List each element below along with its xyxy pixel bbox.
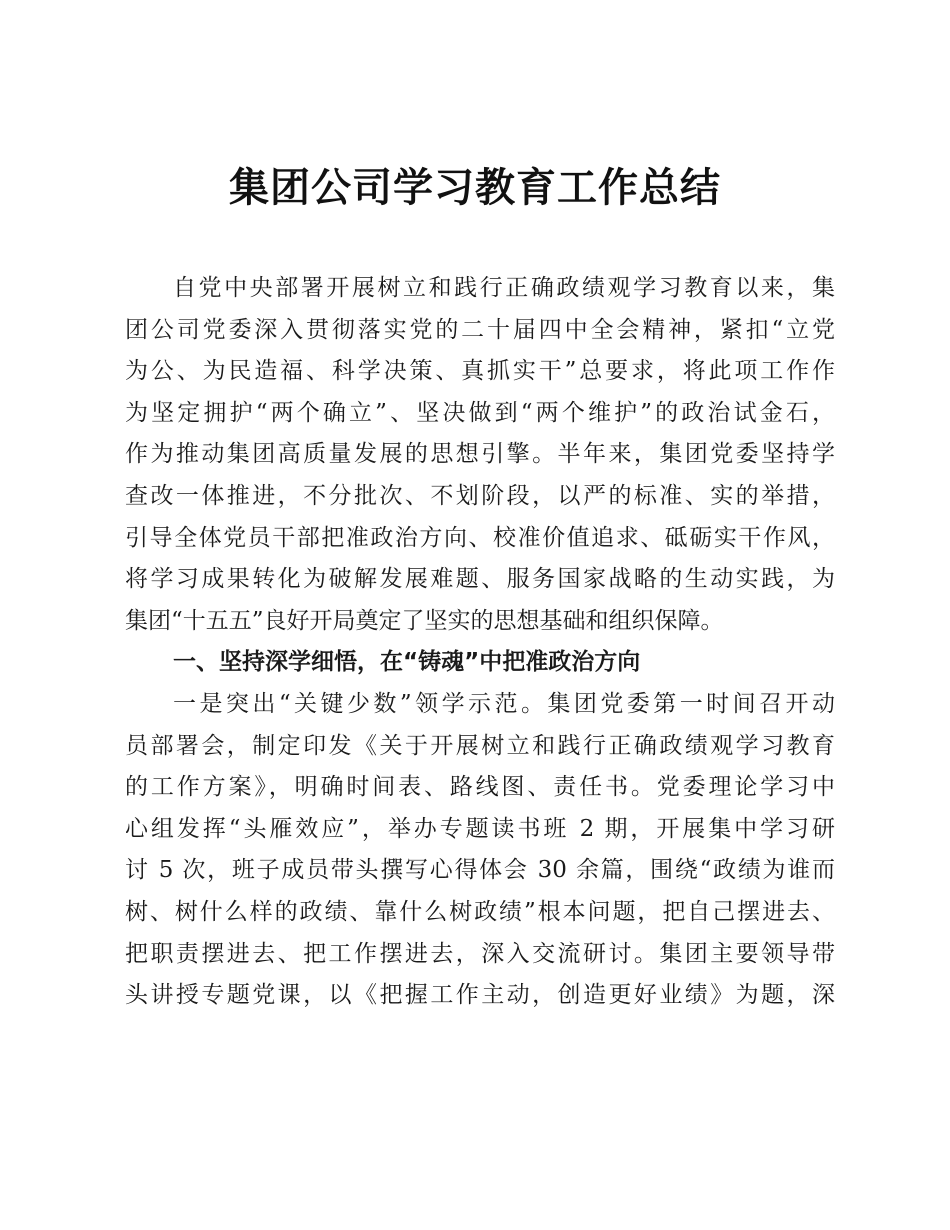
text-line: 心组发挥“头雁效应”，举办专题读书班 2 期，开展集中学习研 [125, 815, 835, 842]
text-line: 为坚定拥护“两个确立”、坚决做到“两个维护”的政治试金石， [125, 399, 835, 426]
document-title: 集团公司学习教育工作总结 [229, 165, 721, 211]
text-line: 将学习成果转化为破解发展难题、服务国家战略的生动实践，为 [125, 566, 835, 593]
document-body [125, 268, 835, 1017]
intro-paragraph [125, 268, 835, 642]
text-line: 团公司党委深入贯彻落实党的二十届四中全会精神，紧扣“立党 [125, 316, 835, 343]
text-line: 讨 5 次，班子成员带头撰写心得体会 30 余篇，围绕“政绩为谁而 [125, 857, 835, 884]
text-line: 员部署会，制定印发《关于开展树立和践行正确政绩观学习教育 [125, 732, 835, 759]
text-line: 头讲授专题党课，以《把握工作主动，创造更好业绩》为题，深 [125, 982, 835, 1009]
section-paragraph [125, 684, 835, 1017]
text-line: 引导全体党员干部把准政治方向、校准价值追求、砥砺实干作风， [125, 524, 835, 551]
text-line: 一是突出“关键少数”领学示范。集团党委第一时间召开动 [173, 690, 835, 717]
text-line: 查改一体推进，不分批次、不划阶段，以严的标准、实的举措， [125, 482, 835, 509]
text-line: 为公、为民造福、科学决策、真抓实干”总要求，将此项工作作 [125, 358, 835, 385]
text-line: 集团“十五五”良好开局奠定了坚实的思想基础和组织保障。 [125, 607, 724, 634]
text-line: 自党中央部署开展树立和践行正确政绩观学习教育以来，集 [173, 275, 835, 301]
section-heading: 一、坚持深学细悟，在“铸魂”中把准政治方向 [173, 649, 641, 676]
text-line: 作为推动集团高质量发展的思想引擎。半年来，集团党委坚持学 [125, 441, 835, 468]
text-line: 的工作方案》，明确时间表、路线图、责任书。党委理论学习中 [125, 774, 835, 801]
text-line: 把职责摆进去、把工作摆进去，深入交流研讨。集团主要领导带 [125, 940, 835, 967]
text-line: 树、树什么样的政绩、靠什么树政绩”根本问题，把自己摆进去、 [125, 898, 835, 925]
